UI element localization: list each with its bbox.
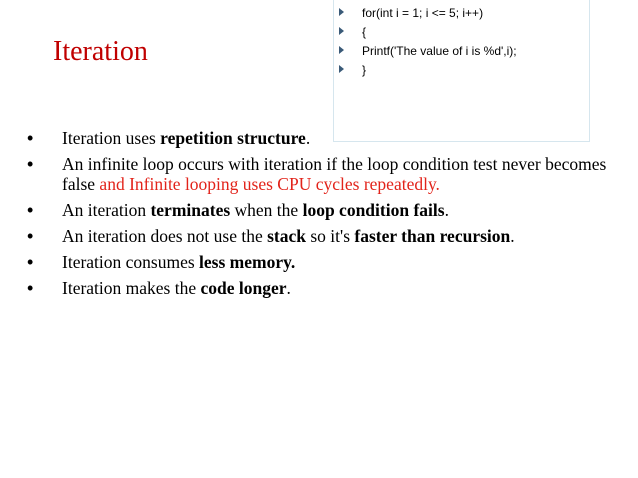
code-line	[339, 42, 517, 61]
slide-title: Iteration	[53, 36, 148, 67]
bullet-bold-text: faster than recursion	[354, 226, 511, 246]
bullet-bold-text: terminates	[150, 200, 231, 220]
bullet-text: Iteration makes the	[62, 278, 201, 298]
bullet-item	[27, 200, 617, 220]
bullet-bold-text: stack	[267, 226, 306, 246]
bullet-highlight-text: and Infinite looping uses CPU cycles repeatedly.	[99, 174, 440, 194]
code-line-text: Printf('The value of i is %d',i);	[362, 44, 517, 58]
code-line	[339, 23, 517, 42]
triangle-bullet-icon	[339, 27, 344, 35]
bullet-list	[27, 128, 617, 304]
bullet-item	[27, 226, 617, 246]
bullet-bold-text: loop condition fails	[302, 200, 445, 220]
bullet-dot-icon: •	[27, 252, 34, 272]
bullet-bold-text: repetition structure	[160, 128, 306, 148]
bullet-item	[27, 278, 617, 298]
bullet-text: An iteration	[62, 200, 151, 220]
code-line-text: for(int i = 1; i <= 5; i++)	[362, 6, 484, 20]
bullet-dot-icon: •	[27, 154, 34, 174]
bullet-text: An iteration does not use the	[62, 226, 268, 246]
code-list	[339, 4, 517, 80]
code-line-text: }	[362, 63, 367, 77]
triangle-bullet-icon	[339, 46, 344, 54]
bullet-text: .	[444, 200, 449, 220]
bullet-bold-text: less memory.	[199, 252, 296, 272]
bullet-dot-icon: •	[27, 226, 34, 246]
code-line	[339, 61, 517, 80]
triangle-bullet-icon	[339, 8, 344, 16]
bullet-text: An infinite loop occurs with iteration if the loop condition test never becomes false	[62, 154, 607, 194]
bullet-dot-icon: •	[27, 128, 34, 148]
bullet-item	[27, 252, 617, 272]
bullet-dot-icon: •	[27, 278, 34, 298]
triangle-bullet-icon	[339, 65, 344, 73]
bullet-item	[27, 128, 617, 148]
bullet-text: Iteration consumes	[62, 252, 200, 272]
bullet-text: .	[286, 278, 291, 298]
code-line	[339, 4, 517, 23]
bullet-item	[27, 154, 617, 194]
bullet-text: .	[510, 226, 515, 246]
code-line-text: {	[362, 25, 367, 39]
bullet-text: when the	[230, 200, 303, 220]
bullet-text: Iteration uses	[62, 128, 161, 148]
bullet-text: so it's	[306, 226, 355, 246]
bullet-dot-icon: •	[27, 200, 34, 220]
code-snippet-box	[333, 0, 590, 142]
bullet-bold-text: code longer	[200, 278, 287, 298]
bullet-text: .	[305, 128, 311, 148]
